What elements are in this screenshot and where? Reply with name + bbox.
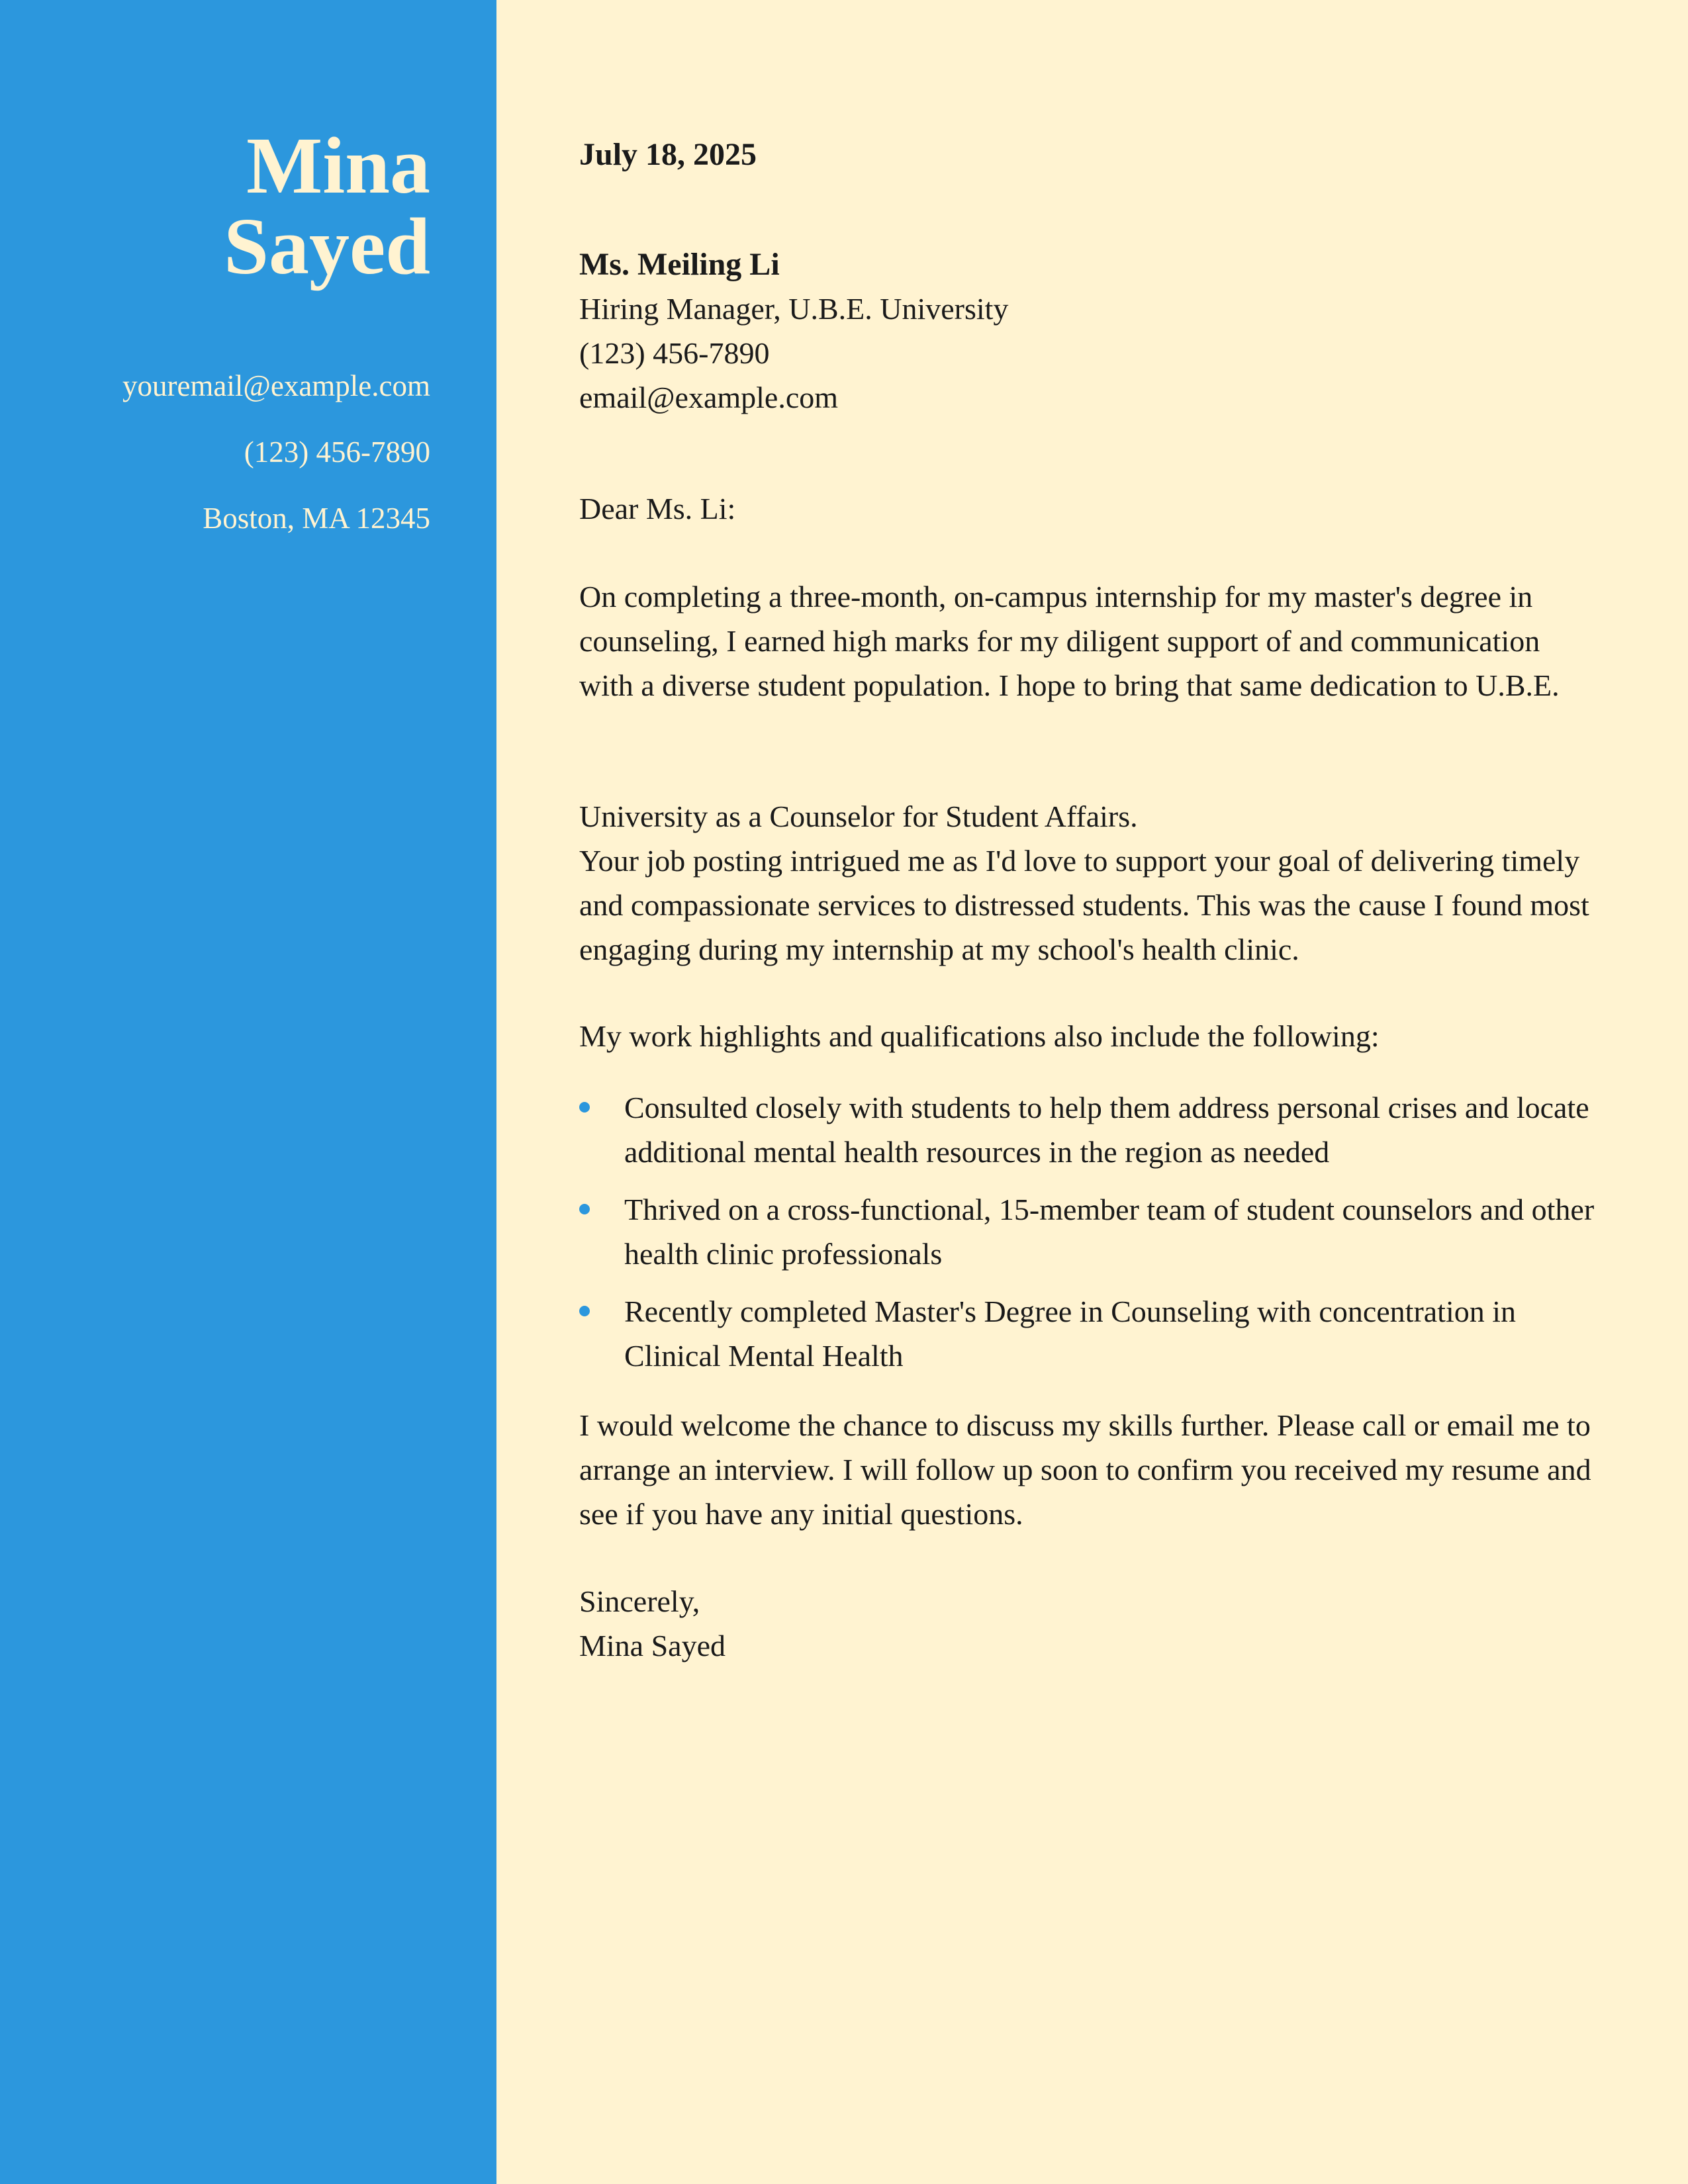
recipient-email: email@example.com <box>579 381 839 414</box>
recipient-phone: (123) 456-7890 <box>579 336 770 370</box>
list-item <box>579 1289 1599 1378</box>
highlight-text: Thrived on a cross-functional, 15-member team of student counselors and other health clinic professionals <box>624 1193 1595 1271</box>
highlight-text: Recently completed Master's Degree in Counseling with concentration in Clinical Mental Health <box>624 1295 1517 1373</box>
paragraph-1-text: On completing a three-month, on-campus internship for my master's degree in counseling, I earned high marks for my diligent support of and communication with a diverse student population. I hope to bring that same dedication to U.B.E. <box>579 580 1560 702</box>
highlights-intro: My work highlights and qualifications also include the following: <box>579 1019 1380 1053</box>
sender-first-name: Mina <box>246 121 430 210</box>
paragraph-2-text: Your job posting intrigued me as I'd love to support your goal of delivering timely and compassionate services to distressed students. This was the cause I found most engaging during my internship at my school's health clinic. <box>579 844 1589 966</box>
list-item <box>579 1187 1599 1276</box>
highlights-list <box>579 1085 1599 1391</box>
bullet-icon <box>579 1306 590 1316</box>
closing: Sincerely, <box>579 1584 700 1618</box>
recipient-name: Ms. Meiling Li <box>579 247 780 282</box>
sender-last-name: Sayed <box>224 202 430 291</box>
closing-paragraph-text: I would welcome the chance to discuss my skills further. Please call or email me to arrange an interview. I will follow up soon to confirm you received my resume and see if you have any initial questions. <box>579 1408 1591 1531</box>
recipient-title: Hiring Manager, U.B.E. University <box>579 292 1009 326</box>
sidebar <box>0 0 496 2184</box>
closing-paragraph <box>579 1403 1599 1536</box>
bullet-icon <box>579 1102 590 1113</box>
sender-phone[interactable]: (123) 456-7890 <box>244 435 430 469</box>
signature: Mina Sayed <box>579 1629 726 1662</box>
sign-off <box>579 1579 1599 1668</box>
paragraph-1 <box>579 574 1599 707</box>
recipient-block <box>579 242 1008 420</box>
bullet-icon <box>579 1204 590 1214</box>
salutation: Dear Ms. Li: <box>579 492 736 525</box>
paragraph-2-line1: University as a Counselor for Student Affairs. <box>579 799 1138 833</box>
sender-location: Boston, MA 12345 <box>203 502 430 535</box>
sender-email[interactable]: youremail@example.com <box>122 369 430 402</box>
paragraph-2 <box>579 794 1599 972</box>
highlight-text: Consulted closely with students to help them address personal crises and locate additional mental health resources in the region as needed <box>624 1091 1589 1169</box>
letter-date: July 18, 2025 <box>579 137 757 172</box>
sender-name <box>224 121 430 291</box>
list-item <box>579 1085 1599 1174</box>
